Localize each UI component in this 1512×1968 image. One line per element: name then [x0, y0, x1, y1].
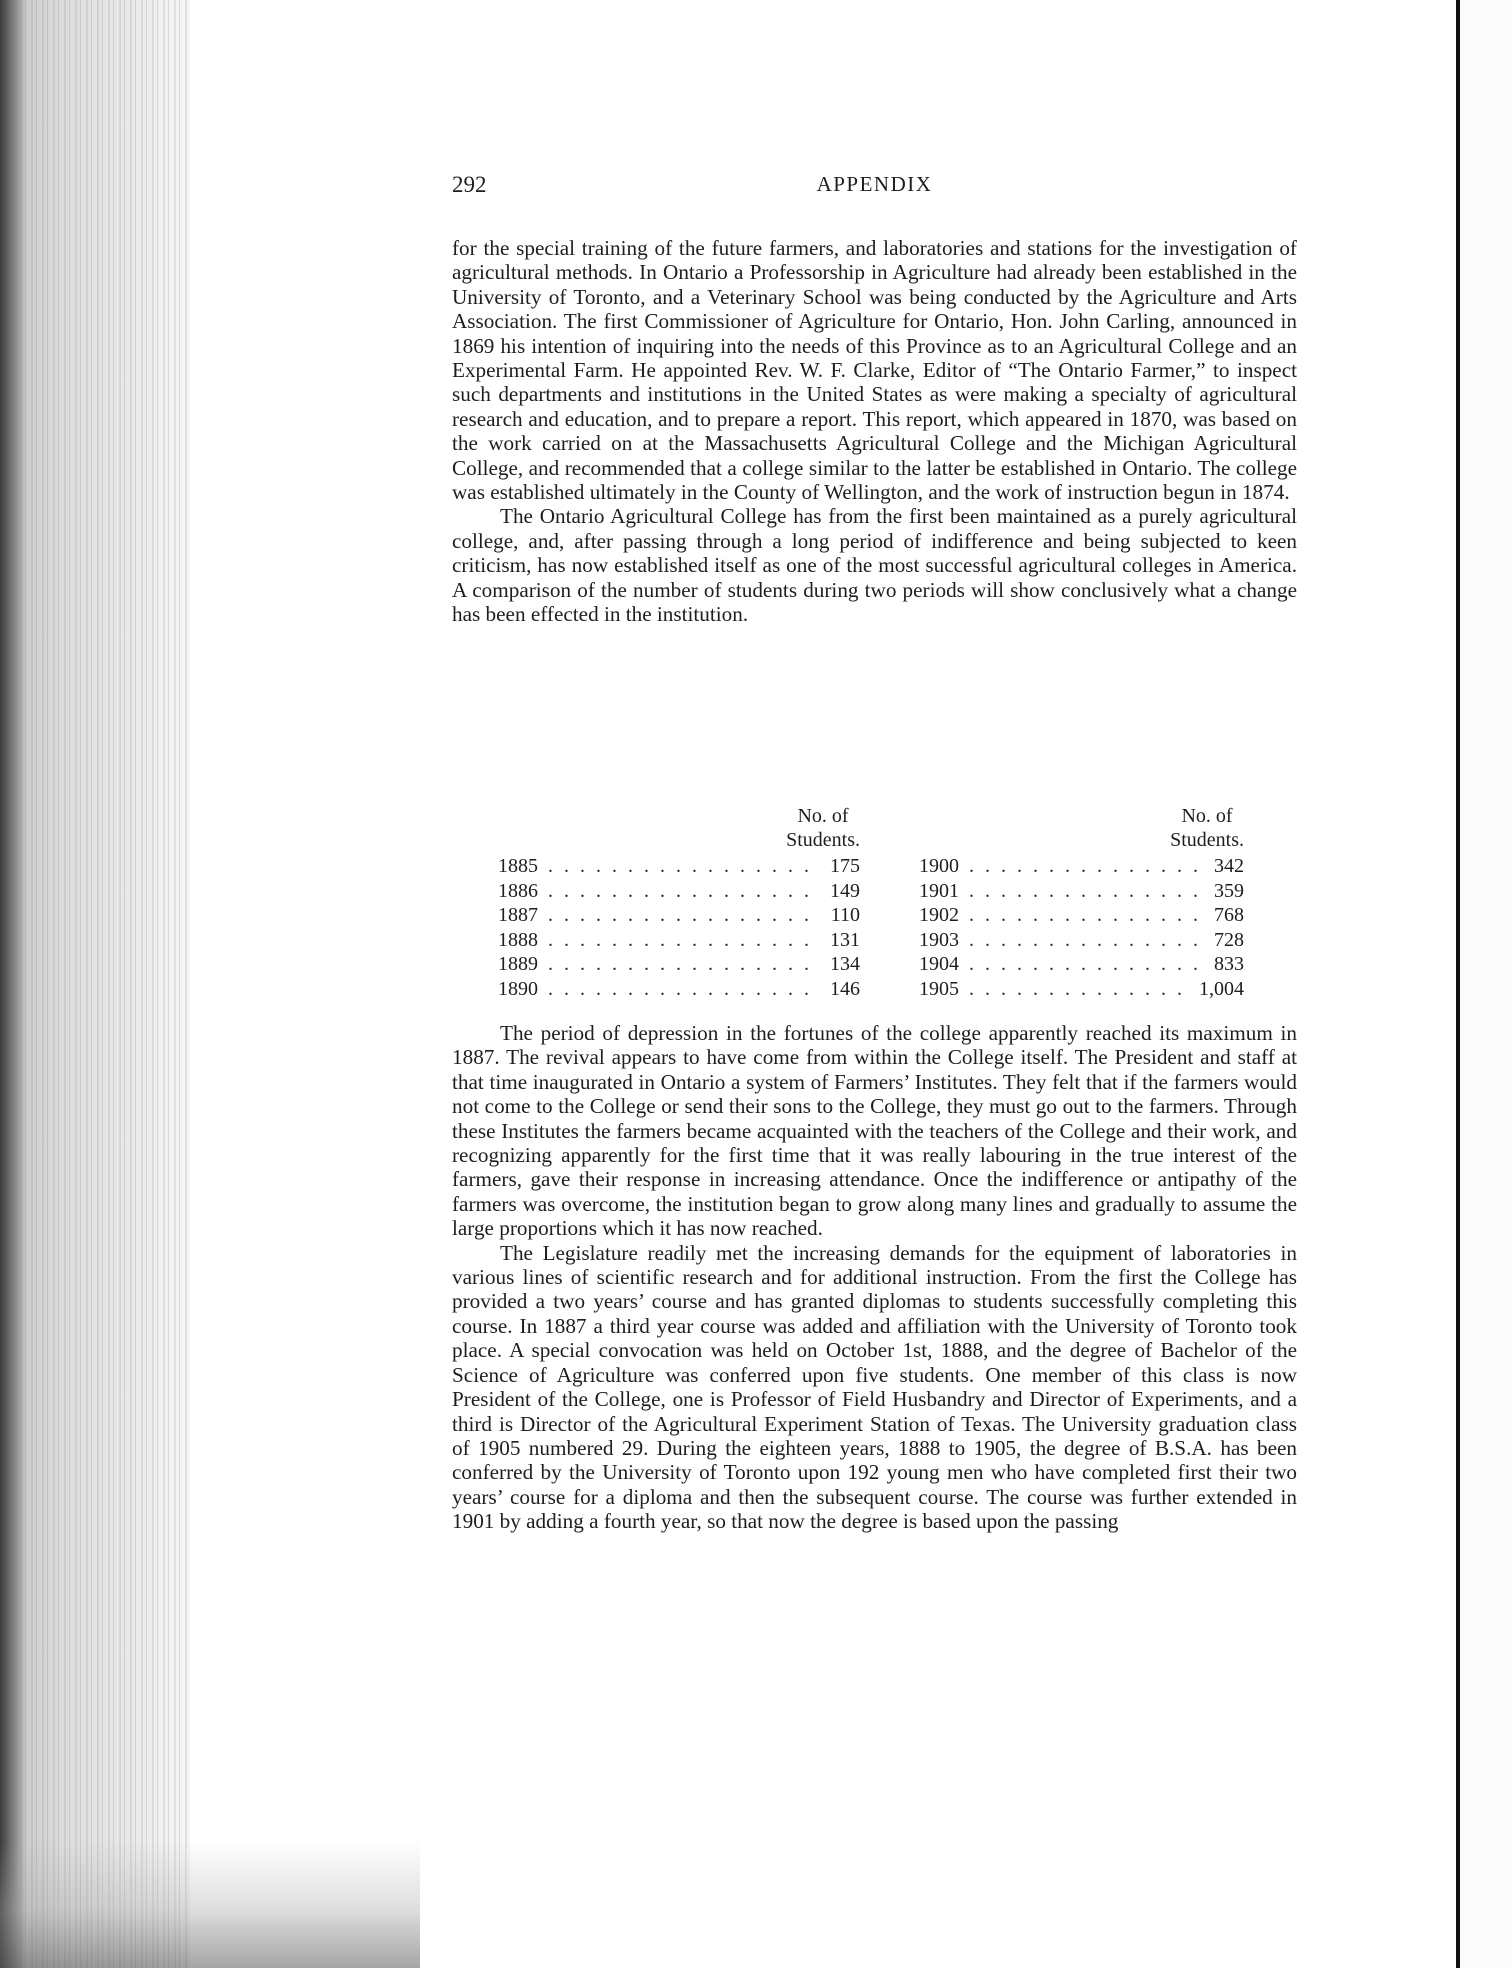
table-row [919, 952, 1244, 977]
paragraph: The Legislature readily met the increasing demands for the equipment of laboratories in various lines of scientific research and for additional instruction. From the first the College has provided a two years’ course and has granted diplomas to students successfully completing this course. In 1887 a third year course was added and affiliation with the University of Toronto took place. A special convocation was held on October 1st, 1888, and the degree of Bachelor of the Science of Agriculture was conferred upon five students. One member of this class is now President of the College, one is Professor of Field Husbandry and Director of Experiments, and a third is Director of the Agricultural Experiment Station of Texas. The University graduation class of 1905 numbered 29. During the eighteen years, 1888 to 1905, the degree of B.S.A. has been conferred by the University of Toronto upon 192 young men who have completed first their two years’ course for a diploma and then the subsequent course. The course was further extended in 1901 by adding a fourth year, so that now the degree is based upon the passing [452, 1240, 1297, 1534]
year-cell: 1903 [919, 928, 959, 951]
table-row [498, 952, 860, 977]
body-text-bottom [452, 1021, 1297, 1534]
year-cell: 1904 [919, 953, 959, 975]
paragraph: for the special training of the future farmers, and laboratories and stations for the investigation of agricultural methods. In Ontario a Professorship in Agriculture had already been established in the University of Toronto, and a Veterinary School was being conducted by the Agriculture and Arts Association. The first Commissioner of Agriculture for Ontario, Hon. John Carling, announced in 1869 his intention of inquiring into the needs of this Province as to an Agricultural College and an Experimental Farm. He appointed Rev. W. F. Clarke, Editor of “The Ontario Farmer,” to inspect such departments and institutions in the United States as were making a specialty of agricultural research and education, and to prepare a report. This report, which appeared in 1870, was based on the work carried on at the Massachusetts Agricultural College and the Michigan Agricultural College, and recommended that a college similar to the latter be established in Ontario. The college was established ultimately in the County of Wellington, and the work of instruction begun in 1874. [452, 236, 1297, 505]
dot-leader [969, 879, 1204, 903]
column-header [786, 804, 860, 852]
table-row [498, 854, 860, 879]
dot-leader [548, 903, 821, 927]
paragraph: The period of depression in the fortunes of the college apparently reached its maximum in 1887. The revival appears to have come from within the College itself. The President and staff at that time inaugurated in Ontario a system of Farmers’ Institutes. They felt that if the farmers would not come to the College or send their sons to the College, they must go out to the farmers. Through these Institutes the farmers became acquainted with the teachers of the College and their work, and recognizing apparently for the first time that it was really labouring in the true interest of the farmers, gave their response in increasing attendance. Once the indifference or antipathy of the farmers was overcome, the institution began to grow along many lines and gradually to assume the large proportions which it has now reached. [452, 1021, 1297, 1241]
table-row [919, 928, 1244, 953]
running-head [452, 172, 1297, 206]
column-header-line: No. of [797, 805, 849, 827]
enrollment-column-1900-1905 [919, 804, 1244, 1004]
table-row [919, 854, 1244, 879]
year-cell: 1888 [498, 928, 538, 951]
year-cell: 1890 [498, 977, 538, 1000]
dot-leader [548, 952, 820, 976]
students-cell: 175 [830, 855, 860, 877]
body-text-top [452, 236, 1297, 627]
table-row [919, 977, 1244, 1002]
dot-leader [969, 977, 1189, 1001]
dot-leader [969, 952, 1204, 976]
dot-leader [969, 928, 1204, 952]
table-row [498, 928, 860, 953]
students-cell: 728 [1214, 928, 1244, 951]
column-header-line: Students. [786, 829, 860, 851]
students-cell: 833 [1214, 953, 1244, 975]
students-cell: 134 [830, 953, 860, 975]
students-cell: 342 [1214, 855, 1244, 877]
students-cell: 110 [830, 904, 860, 926]
students-cell: 131 [830, 928, 860, 951]
spine-shadow [0, 0, 26, 1968]
dot-leader [548, 928, 820, 952]
table-row [498, 903, 860, 928]
page-number: 292 [452, 172, 487, 197]
dot-leader [969, 854, 1204, 878]
running-title: APPENDIX [816, 172, 933, 196]
year-cell: 1900 [919, 855, 959, 877]
column-header-line: Students. [1170, 829, 1244, 851]
students-cell: 359 [1214, 879, 1244, 902]
year-cell: 1886 [498, 879, 538, 902]
year-cell: 1902 [919, 904, 959, 926]
dot-leader [969, 903, 1204, 927]
dot-leader [548, 977, 820, 1001]
column-header-line: No. of [1181, 805, 1233, 827]
enrollment-table [452, 804, 1297, 1004]
students-cell: 149 [830, 879, 860, 902]
page-edges-shadow [0, 1840, 420, 1968]
book-page-edges [0, 0, 190, 1968]
students-cell: 146 [830, 977, 860, 1000]
column-header [1170, 804, 1244, 852]
facing-page-margin [1460, 0, 1512, 1968]
year-cell: 1885 [498, 855, 538, 877]
table-row [498, 879, 860, 904]
paragraph: The Ontario Agricultural College has from the first been maintained as a purely agricultural college, and, after passing through a long period of indifference and being subjected to keen criticism, has now established itself as one of the most successful agricultural colleges in America. A comparison of the number of students during two periods will show conclusively what a change has been effected in the institution. [452, 504, 1297, 627]
students-cell: 768 [1214, 904, 1244, 926]
table-row [919, 879, 1244, 904]
year-cell: 1905 [919, 977, 959, 1000]
dot-leader [548, 879, 820, 903]
students-cell: 1,004 [1199, 977, 1244, 1000]
year-cell: 1889 [498, 953, 538, 975]
enrollment-column-1885-1890 [498, 804, 860, 1004]
year-cell: 1901 [919, 879, 959, 902]
table-row [919, 903, 1244, 928]
table-row [498, 977, 860, 1002]
year-cell: 1887 [498, 904, 538, 926]
dot-leader [548, 854, 820, 878]
